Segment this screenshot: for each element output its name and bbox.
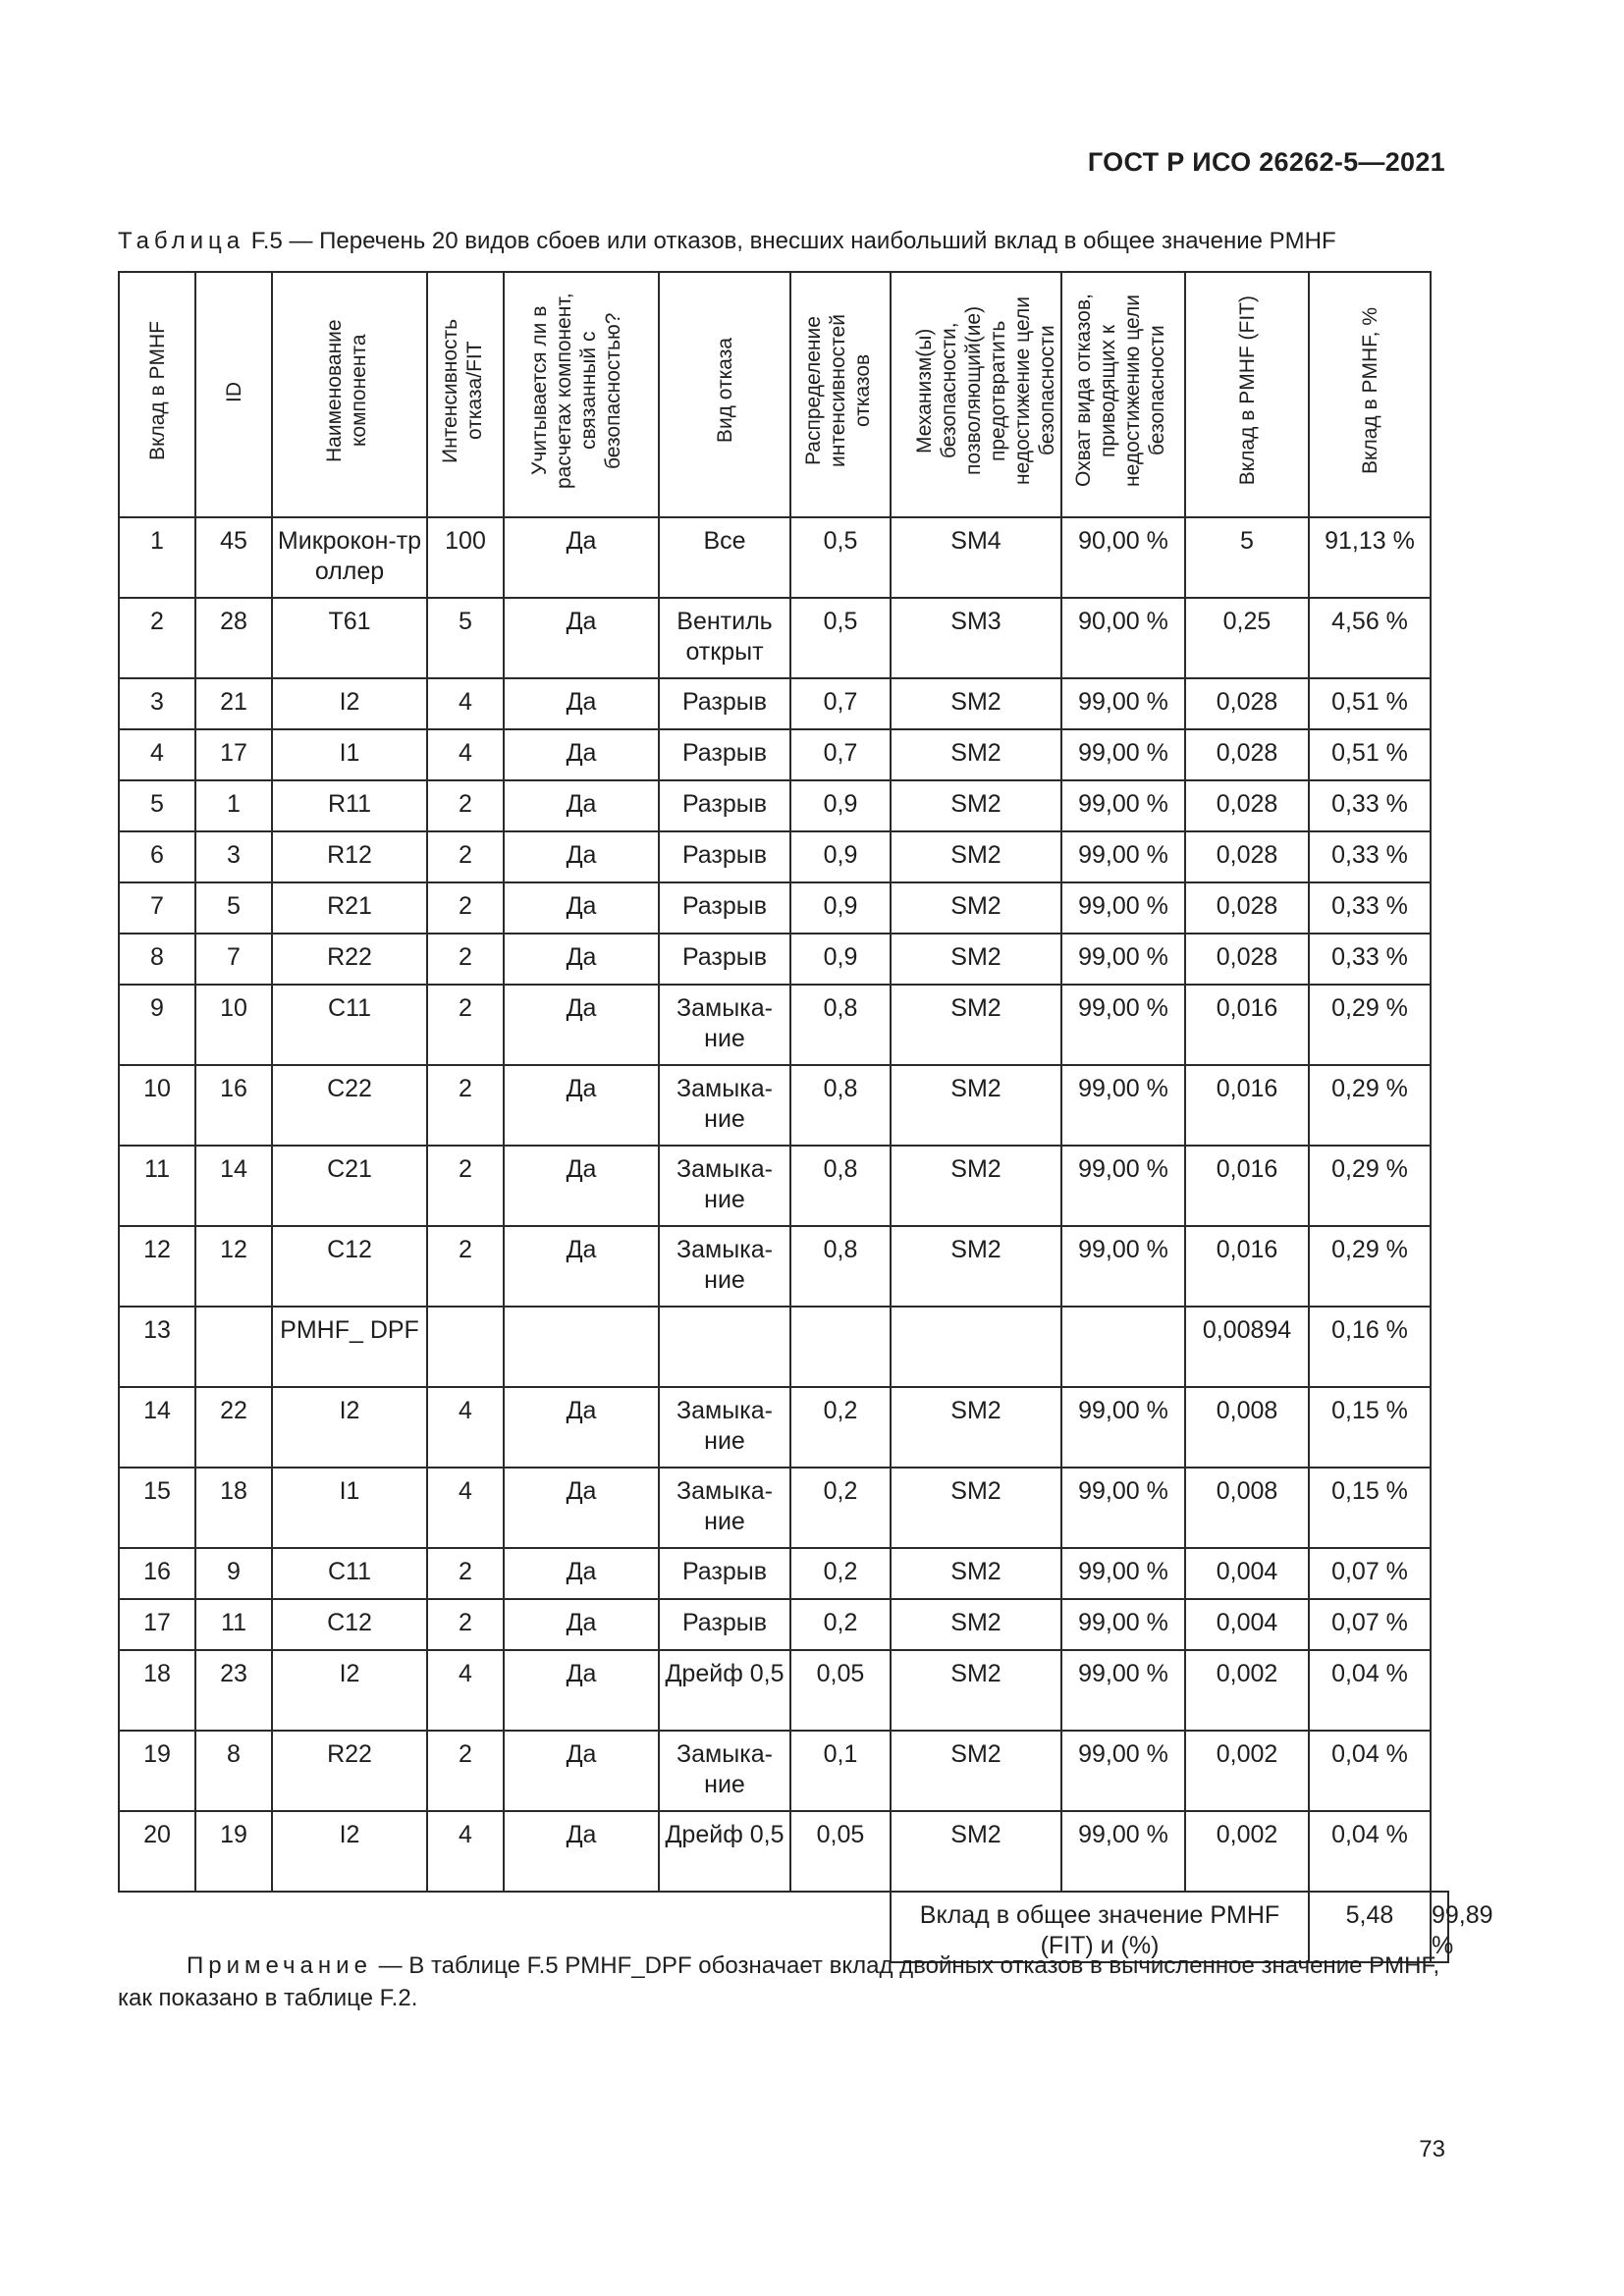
table-row (119, 1226, 1448, 1307)
coverage-cell: 99,00 % (1061, 1650, 1185, 1731)
table-row (119, 678, 1448, 729)
column-header: Вклад в PMHF (119, 272, 195, 517)
distribution-cell: 0,9 (790, 831, 891, 882)
id-cell: 5 (195, 882, 272, 934)
id-cell: 3 (195, 831, 272, 882)
pmhf-percent-cell: 0,33 % (1309, 882, 1431, 934)
table-row (119, 1307, 1448, 1387)
table-row (119, 780, 1448, 831)
rank-cell: 13 (119, 1307, 195, 1387)
component-name-cell: R12 (272, 831, 427, 882)
safety-mechanism-cell: SM2 (891, 934, 1061, 985)
distribution-cell: 0,5 (790, 517, 891, 598)
coverage-cell: 99,00 % (1061, 1065, 1185, 1146)
rank-cell: 19 (119, 1731, 195, 1811)
id-cell: 23 (195, 1650, 272, 1731)
safety-related-cell: Да (504, 517, 659, 598)
pmhf-fit-cell: 0,002 (1185, 1731, 1309, 1811)
component-name-cell: C21 (272, 1146, 427, 1226)
safety-related-cell: Да (504, 1811, 659, 1892)
rank-cell: 10 (119, 1065, 195, 1146)
safety-mechanism-cell: SM2 (891, 1065, 1061, 1146)
safety-mechanism-cell (891, 1307, 1061, 1387)
rank-cell: 1 (119, 517, 195, 598)
coverage-cell: 99,00 % (1061, 1468, 1185, 1548)
id-cell: 22 (195, 1387, 272, 1468)
pmhf-fit-cell: 5 (1185, 517, 1309, 598)
component-name-cell: C11 (272, 1548, 427, 1599)
component-name-cell: I1 (272, 1468, 427, 1548)
id-cell: 17 (195, 729, 272, 780)
pmhf-fit-cell: 0,016 (1185, 985, 1309, 1065)
pmhf-fit-cell: 0,016 (1185, 1065, 1309, 1146)
failure-mode-cell: Разрыв (659, 882, 790, 934)
failure-rate-cell: 2 (427, 780, 504, 831)
column-header: Интенсивность отказа/FIT (427, 272, 504, 517)
id-cell: 45 (195, 517, 272, 598)
pmhf-fit-cell: 0,25 (1185, 598, 1309, 678)
id-cell (195, 1307, 272, 1387)
safety-related-cell: Да (504, 934, 659, 985)
pmhf-percent-cell: 91,13 % (1309, 517, 1431, 598)
pmhf-percent-cell: 0,29 % (1309, 985, 1431, 1065)
failure-rate-cell: 4 (427, 1468, 504, 1548)
page-number: 73 (1419, 2136, 1445, 2163)
table-header-row (119, 272, 1448, 517)
pmhf-fit-cell: 0,008 (1185, 1468, 1309, 1548)
rank-cell: 17 (119, 1599, 195, 1650)
safety-mechanism-cell: SM3 (891, 598, 1061, 678)
failure-rate-cell: 4 (427, 1650, 504, 1731)
pmhf-percent-cell: 0,15 % (1309, 1387, 1431, 1468)
safety-related-cell: Да (504, 1065, 659, 1146)
rank-cell: 18 (119, 1650, 195, 1731)
safety-mechanism-cell: SM2 (891, 882, 1061, 934)
column-header: Вклад в PMHF (FIT) (1185, 272, 1309, 517)
table-row (119, 1468, 1448, 1548)
id-cell: 7 (195, 934, 272, 985)
failure-mode-cell: Замыка-ние (659, 1226, 790, 1307)
safety-mechanism-cell: SM2 (891, 1811, 1061, 1892)
safety-related-cell: Да (504, 1548, 659, 1599)
rank-cell: 11 (119, 1146, 195, 1226)
coverage-cell: 99,00 % (1061, 985, 1185, 1065)
safety-related-cell: Да (504, 1226, 659, 1307)
coverage-cell: 99,00 % (1061, 1226, 1185, 1307)
column-header: Механизм(ы) безопасности, позволяющий(ие) предотвратить недостижение цели безопасности (891, 272, 1061, 517)
failure-rate-cell: 2 (427, 985, 504, 1065)
pmhf-fit-cell: 0,002 (1185, 1650, 1309, 1731)
safety-mechanism-cell: SM2 (891, 1548, 1061, 1599)
rank-cell: 9 (119, 985, 195, 1065)
failure-mode-cell (659, 1307, 790, 1387)
coverage-cell: 90,00 % (1061, 598, 1185, 678)
column-header: Распределение интенсивностей отказов (790, 272, 891, 517)
component-name-cell: T61 (272, 598, 427, 678)
coverage-cell: 99,00 % (1061, 1599, 1185, 1650)
table-row (119, 882, 1448, 934)
distribution-cell: 0,8 (790, 1226, 891, 1307)
distribution-cell: 0,2 (790, 1387, 891, 1468)
failure-rate-cell: 100 (427, 517, 504, 598)
distribution-cell: 0,8 (790, 1146, 891, 1226)
component-name-cell: I2 (272, 678, 427, 729)
failure-rate-cell: 2 (427, 1599, 504, 1650)
pmhf-fit-cell: 0,004 (1185, 1599, 1309, 1650)
rank-cell: 8 (119, 934, 195, 985)
coverage-cell: 99,00 % (1061, 1811, 1185, 1892)
total-label: Вклад в общее значение PMHF (FIT) и (%) (891, 1892, 1309, 1962)
safety-related-cell: Да (504, 1468, 659, 1548)
table-row (119, 1731, 1448, 1811)
rank-cell: 7 (119, 882, 195, 934)
column-header: Вклад в PMHF, % (1309, 272, 1431, 517)
id-cell: 10 (195, 985, 272, 1065)
failure-mode-cell: Дрейф 0,5 (659, 1811, 790, 1892)
coverage-cell: 90,00 % (1061, 517, 1185, 598)
id-cell: 16 (195, 1065, 272, 1146)
total-pct: 99,89 % (1431, 1892, 1448, 1962)
failure-mode-cell: Разрыв (659, 1599, 790, 1650)
failure-rate-cell: 2 (427, 934, 504, 985)
failure-rate-cell: 5 (427, 598, 504, 678)
component-name-cell: C22 (272, 1065, 427, 1146)
component-name-cell: I1 (272, 729, 427, 780)
rank-cell: 3 (119, 678, 195, 729)
failure-mode-cell: Разрыв (659, 1548, 790, 1599)
id-cell: 12 (195, 1226, 272, 1307)
id-cell: 8 (195, 1731, 272, 1811)
failure-mode-cell: Замыка-ние (659, 1387, 790, 1468)
column-header: Вид отказа (659, 272, 790, 517)
failure-mode-cell: Разрыв (659, 934, 790, 985)
safety-related-cell: Да (504, 678, 659, 729)
pmhf-percent-cell: 0,51 % (1309, 729, 1431, 780)
table-caption-text: F.5 — Перечень 20 видов сбоев или отказов, внесших наибольший вклад в общее значение PMHF (250, 228, 1336, 254)
rank-cell: 6 (119, 831, 195, 882)
table-row (119, 517, 1448, 598)
pmhf-percent-cell: 0,07 % (1309, 1599, 1431, 1650)
table-caption (118, 228, 1453, 255)
rank-cell: 16 (119, 1548, 195, 1599)
component-name-cell: PMHF_ DPF (272, 1307, 427, 1387)
safety-related-cell (504, 1307, 659, 1387)
component-name-cell: R22 (272, 934, 427, 985)
failure-rate-cell (427, 1307, 504, 1387)
distribution-cell: 0,7 (790, 729, 891, 780)
total-fit: 5,48 (1309, 1892, 1431, 1962)
pmhf-fit-cell: 0,028 (1185, 882, 1309, 934)
table-note (118, 1949, 1449, 2014)
failure-mode-cell: Разрыв (659, 729, 790, 780)
pmhf-percent-cell: 0,04 % (1309, 1650, 1431, 1731)
rank-cell: 15 (119, 1468, 195, 1548)
coverage-cell: 99,00 % (1061, 1548, 1185, 1599)
safety-related-cell: Да (504, 1599, 659, 1650)
distribution-cell: 0,2 (790, 1548, 891, 1599)
pmhf-percent-cell: 4,56 % (1309, 598, 1431, 678)
coverage-cell: 99,00 % (1061, 678, 1185, 729)
distribution-cell: 0,9 (790, 780, 891, 831)
pmhf-percent-cell: 0,29 % (1309, 1226, 1431, 1307)
coverage-cell: 99,00 % (1061, 1146, 1185, 1226)
distribution-cell: 0,1 (790, 1731, 891, 1811)
safety-related-cell: Да (504, 729, 659, 780)
table-row (119, 1599, 1448, 1650)
note-label: Примечание (187, 1952, 372, 1979)
safety-related-cell: Да (504, 598, 659, 678)
coverage-cell: 99,00 % (1061, 1387, 1185, 1468)
component-name-cell: C12 (272, 1599, 427, 1650)
coverage-cell: 99,00 % (1061, 882, 1185, 934)
id-cell: 1 (195, 780, 272, 831)
rank-cell: 14 (119, 1387, 195, 1468)
distribution-cell: 0,2 (790, 1599, 891, 1650)
pmhf-percent-cell: 0,04 % (1309, 1731, 1431, 1811)
pmhf-fit-cell: 0,002 (1185, 1811, 1309, 1892)
coverage-cell: 99,00 % (1061, 934, 1185, 985)
table-row (119, 831, 1448, 882)
failure-mode-cell: Замыка-ние (659, 1065, 790, 1146)
coverage-cell (1061, 1307, 1185, 1387)
pmhf-fit-cell: 0,028 (1185, 780, 1309, 831)
pmhf-fit-cell: 0,016 (1185, 1146, 1309, 1226)
safety-related-cell: Да (504, 780, 659, 831)
distribution-cell: 0,05 (790, 1811, 891, 1892)
safety-related-cell: Да (504, 1731, 659, 1811)
pmhf-fit-cell: 0,004 (1185, 1548, 1309, 1599)
pmhf-percent-cell: 0,33 % (1309, 831, 1431, 882)
note-text: — В таблице F.5 PMHF_DPF обозначает вклад двойных отказов в вычисленное значение PMHF, как показано в таблице F.2. (118, 1952, 1440, 2011)
pmhf-fit-cell: 0,028 (1185, 729, 1309, 780)
failure-rate-cell: 2 (427, 1226, 504, 1307)
coverage-cell: 99,00 % (1061, 729, 1185, 780)
rank-cell: 12 (119, 1226, 195, 1307)
pmhf-percent-cell: 0,33 % (1309, 780, 1431, 831)
column-header: Наименование компонента (272, 272, 427, 517)
pmhf-percent-cell: 0,33 % (1309, 934, 1431, 985)
safety-related-cell: Да (504, 985, 659, 1065)
failure-mode-cell: Дрейф 0,5 (659, 1650, 790, 1731)
table-row (119, 1811, 1448, 1892)
pmhf-percent-cell: 0,51 % (1309, 678, 1431, 729)
coverage-cell: 99,00 % (1061, 780, 1185, 831)
table-row (119, 1387, 1448, 1468)
safety-related-cell: Да (504, 831, 659, 882)
safety-mechanism-cell: SM2 (891, 729, 1061, 780)
failure-rate-cell: 2 (427, 1731, 504, 1811)
failure-rate-cell: 2 (427, 1065, 504, 1146)
component-name-cell: I2 (272, 1811, 427, 1892)
table-row (119, 729, 1448, 780)
failure-mode-cell: Замыка-ние (659, 1468, 790, 1548)
id-cell: 9 (195, 1548, 272, 1599)
safety-mechanism-cell: SM2 (891, 1387, 1061, 1468)
safety-mechanism-cell: SM4 (891, 517, 1061, 598)
table-row (119, 934, 1448, 985)
pmhf-fit-cell: 0,028 (1185, 678, 1309, 729)
safety-mechanism-cell: SM2 (891, 985, 1061, 1065)
failure-rate-cell: 4 (427, 1387, 504, 1468)
rank-cell: 2 (119, 598, 195, 678)
failure-mode-cell: Замыка-ние (659, 1731, 790, 1811)
pmhf-percent-cell: 0,04 % (1309, 1811, 1431, 1892)
table-row (119, 1065, 1448, 1146)
safety-mechanism-cell: SM2 (891, 1650, 1061, 1731)
column-header: Охват вида отказов, приводящих к недостижению цели безопасности (1061, 272, 1185, 517)
component-name-cell: R11 (272, 780, 427, 831)
coverage-cell: 99,00 % (1061, 1731, 1185, 1811)
safety-mechanism-cell: SM2 (891, 780, 1061, 831)
rank-cell: 20 (119, 1811, 195, 1892)
distribution-cell: 0,8 (790, 985, 891, 1065)
failure-mode-cell: Разрыв (659, 678, 790, 729)
table-row (119, 598, 1448, 678)
safety-mechanism-cell: SM2 (891, 1146, 1061, 1226)
safety-mechanism-cell: SM2 (891, 1731, 1061, 1811)
pmhf-fit-cell: 0,008 (1185, 1387, 1309, 1468)
component-name-cell: R22 (272, 1731, 427, 1811)
distribution-cell: 0,9 (790, 882, 891, 934)
standard-designation: ГОСТ Р ИСО 26262-5—2021 (1087, 147, 1445, 177)
component-name-cell: Микрокон-троллер (272, 517, 427, 598)
pmhf-percent-cell: 0,29 % (1309, 1146, 1431, 1226)
pmhf-percent-cell: 0,16 % (1309, 1307, 1431, 1387)
table-row (119, 1548, 1448, 1599)
failure-rate-cell: 2 (427, 831, 504, 882)
id-cell: 19 (195, 1811, 272, 1892)
pmhf-fit-cell: 0,00894 (1185, 1307, 1309, 1387)
safety-related-cell: Да (504, 1387, 659, 1468)
safety-mechanism-cell: SM2 (891, 678, 1061, 729)
component-name-cell: I2 (272, 1387, 427, 1468)
safety-mechanism-cell: SM2 (891, 1599, 1061, 1650)
failure-modes-table (118, 271, 1493, 1963)
distribution-cell: 0,7 (790, 678, 891, 729)
rank-cell: 4 (119, 729, 195, 780)
id-cell: 11 (195, 1599, 272, 1650)
failure-mode-cell: Замыка-ние (659, 1146, 790, 1226)
distribution-cell: 0,05 (790, 1650, 891, 1731)
pmhf-percent-cell: 0,07 % (1309, 1548, 1431, 1599)
distribution-cell: 0,5 (790, 598, 891, 678)
failure-mode-cell: Замыка-ние (659, 985, 790, 1065)
pmhf-fit-cell: 0,016 (1185, 1226, 1309, 1307)
id-cell: 18 (195, 1468, 272, 1548)
distribution-cell: 0,8 (790, 1065, 891, 1146)
pmhf-fit-cell: 0,028 (1185, 831, 1309, 882)
safety-related-cell: Да (504, 1146, 659, 1226)
pmhf-percent-cell: 0,15 % (1309, 1468, 1431, 1548)
pmhf-fit-cell: 0,028 (1185, 934, 1309, 985)
id-cell: 28 (195, 598, 272, 678)
distribution-cell: 0,9 (790, 934, 891, 985)
id-cell: 14 (195, 1146, 272, 1226)
failure-mode-cell: Вентиль открыт (659, 598, 790, 678)
safety-mechanism-cell: SM2 (891, 831, 1061, 882)
failure-rate-cell: 2 (427, 1146, 504, 1226)
distribution-cell (790, 1307, 891, 1387)
table-caption-label: Таблица (118, 228, 245, 254)
rank-cell: 5 (119, 780, 195, 831)
failure-rate-cell: 4 (427, 1811, 504, 1892)
column-header: ID (195, 272, 272, 517)
distribution-cell: 0,2 (790, 1468, 891, 1548)
safety-related-cell: Да (504, 882, 659, 934)
coverage-cell: 99,00 % (1061, 831, 1185, 882)
table-row (119, 1650, 1448, 1731)
table-row (119, 985, 1448, 1065)
component-name-cell: R21 (272, 882, 427, 934)
failure-rate-cell: 4 (427, 678, 504, 729)
id-cell: 21 (195, 678, 272, 729)
failure-rate-cell: 4 (427, 729, 504, 780)
safety-related-cell: Да (504, 1650, 659, 1731)
failure-mode-cell: Разрыв (659, 780, 790, 831)
failure-mode-cell: Разрыв (659, 831, 790, 882)
component-name-cell: I2 (272, 1650, 427, 1731)
failure-rate-cell: 2 (427, 882, 504, 934)
safety-mechanism-cell: SM2 (891, 1226, 1061, 1307)
safety-mechanism-cell: SM2 (891, 1468, 1061, 1548)
component-name-cell: C11 (272, 985, 427, 1065)
table-row (119, 1146, 1448, 1226)
component-name-cell: C12 (272, 1226, 427, 1307)
pmhf-percent-cell: 0,29 % (1309, 1065, 1431, 1146)
failure-mode-cell: Все (659, 517, 790, 598)
failure-rate-cell: 2 (427, 1548, 504, 1599)
column-header: Учитывается ли в расчетах компонент, связанный с безопасностью? (504, 272, 659, 517)
